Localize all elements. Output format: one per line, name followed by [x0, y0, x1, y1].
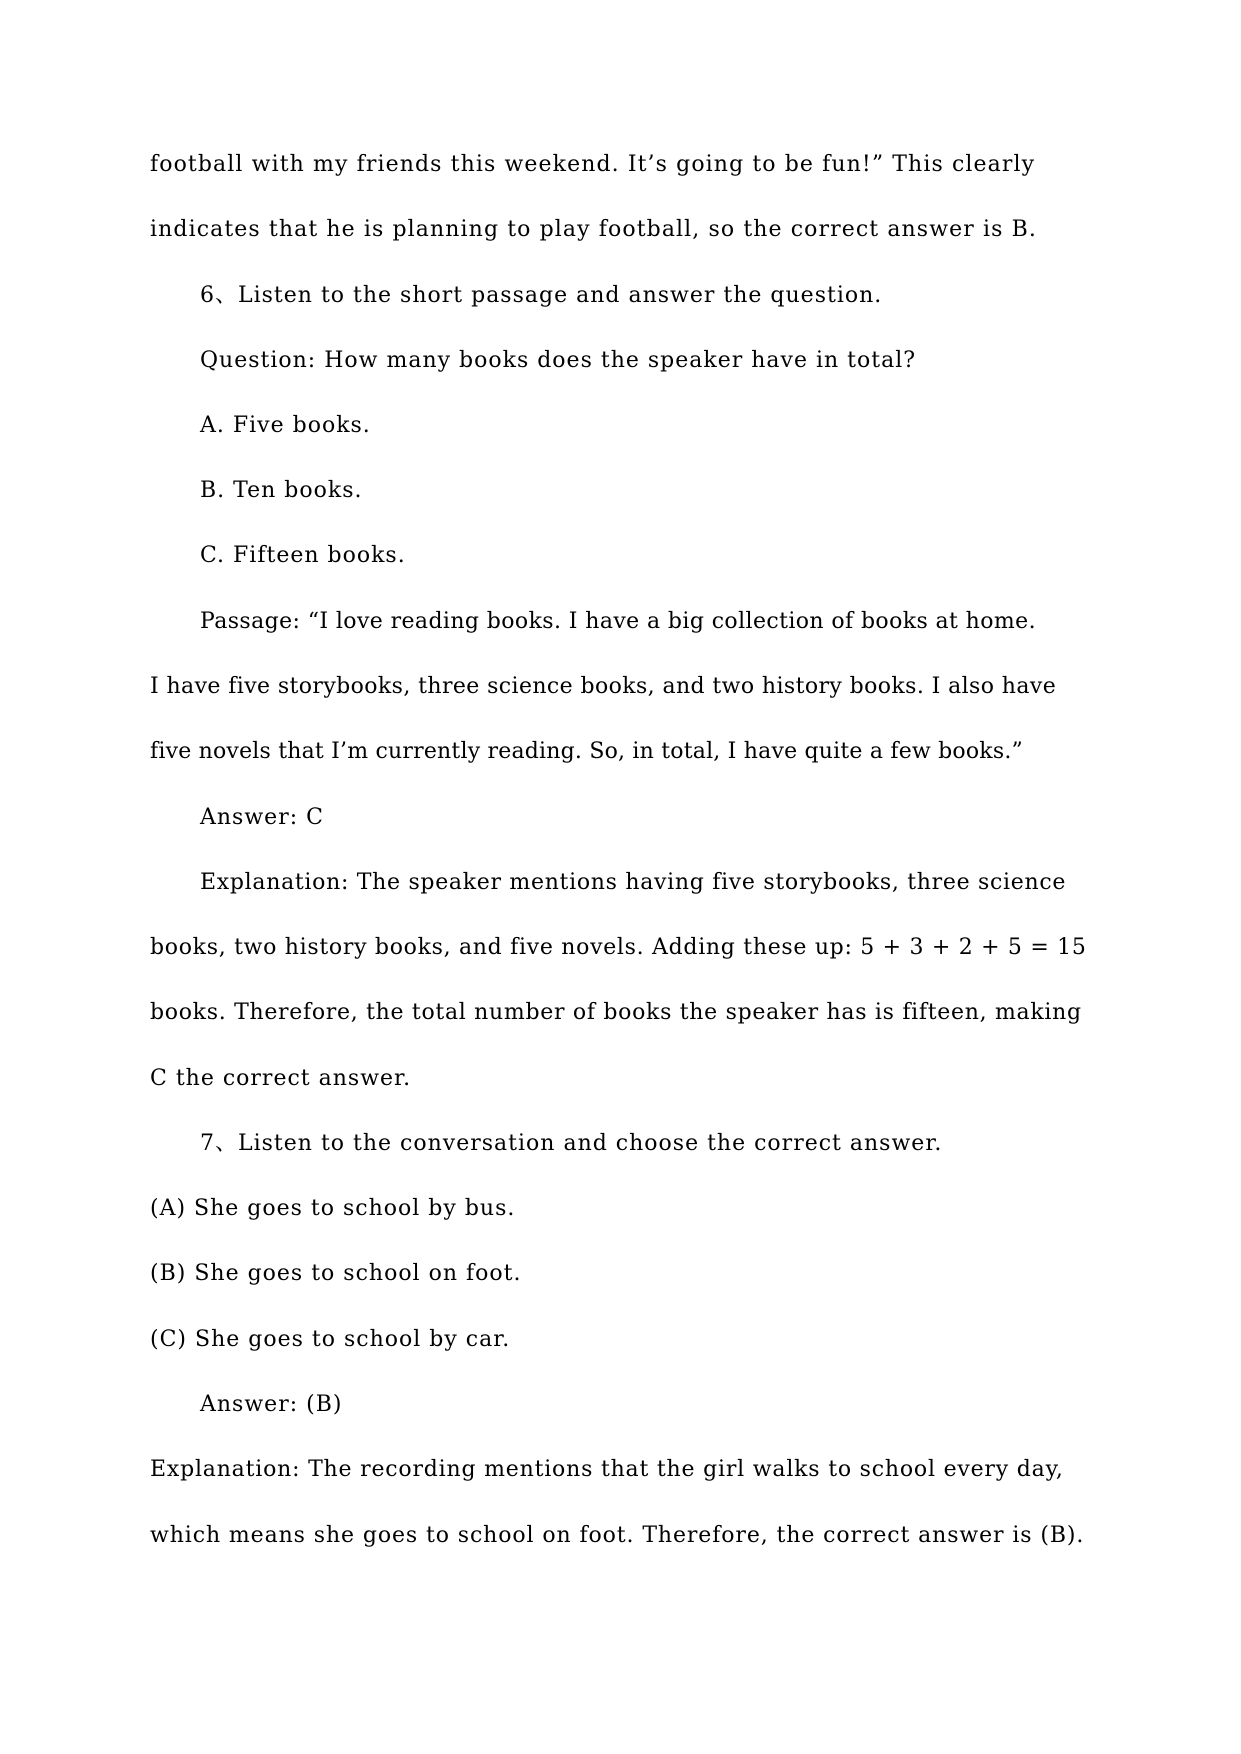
text-line: football with my friends this weekend. It’s going to be fun!” This clearly: [150, 152, 1036, 177]
explanation-line: Explanation: The speaker mentions having five storybooks, three science: [200, 870, 1067, 895]
explanation-line: books. Therefore, the total number of books the speaker has is fifteen, making: [150, 1000, 1082, 1025]
passage-line: five novels that I’m currently reading. So, in total, I have quite a few books.”: [150, 739, 1023, 764]
option-b: B. Ten books.: [200, 478, 363, 503]
explanation-line: C the correct answer.: [150, 1066, 412, 1091]
option-c: C. Fifteen books.: [200, 543, 406, 568]
answer-line: Answer: (B): [200, 1392, 343, 1417]
option-c: (C) She goes to school by car.: [150, 1327, 511, 1352]
question-heading: 7、Listen to the conversation and choose the correct answer.: [200, 1131, 943, 1156]
option-a: A. Five books.: [200, 413, 371, 438]
passage-line: Passage: “I love reading books. I have a big collection of books at home.: [200, 609, 1036, 634]
question-text: Question: How many books does the speaker have in total?: [200, 348, 917, 373]
passage-line: I have five storybooks, three science books, and two history books. I also have: [150, 674, 1057, 699]
explanation-line: books, two history books, and five novels. Adding these up: 5 + 3 + 2 + 5 = 15: [150, 935, 1087, 960]
option-a: (A) She goes to school by bus.: [150, 1196, 516, 1221]
question-heading: 6、Listen to the short passage and answer the question.: [200, 283, 883, 308]
text-line: indicates that he is planning to play football, so the correct answer is B.: [150, 217, 1037, 242]
explanation-line: Explanation: The recording mentions that the girl walks to school every day,: [150, 1457, 1064, 1482]
option-b: (B) She goes to school on foot.: [150, 1261, 522, 1286]
explanation-line: which means she goes to school on foot. Therefore, the correct answer is (B).: [150, 1523, 1085, 1548]
answer-line: Answer: C: [200, 805, 324, 830]
